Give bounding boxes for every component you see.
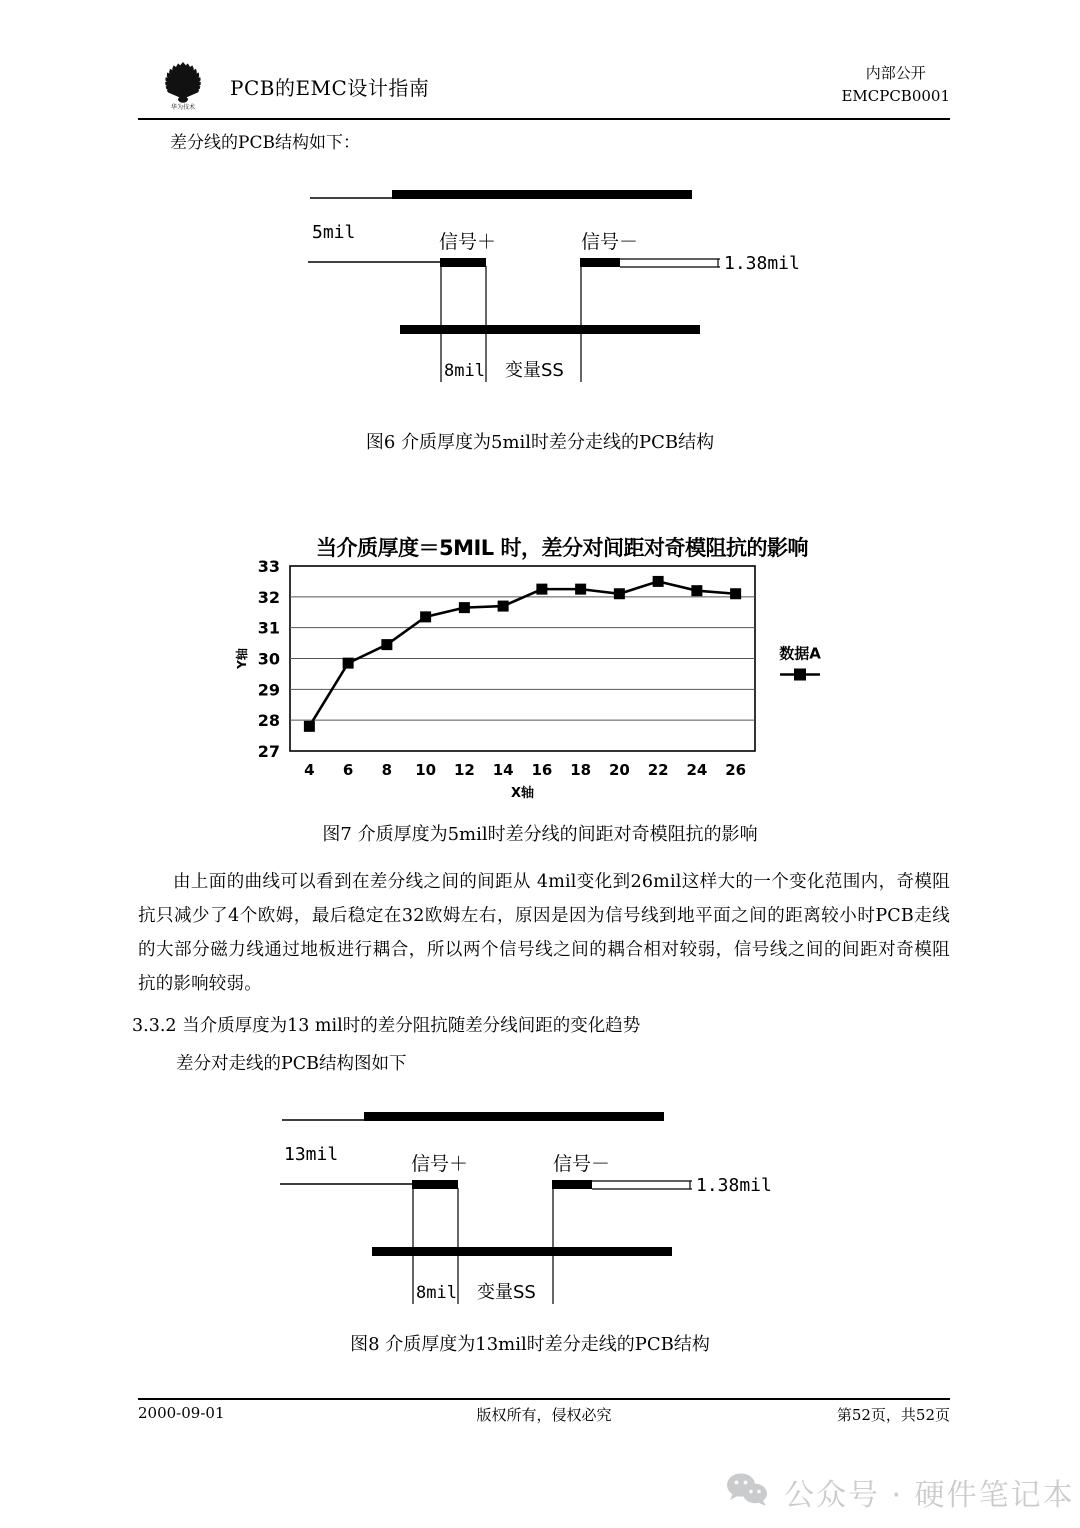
data-point-marker	[691, 585, 702, 596]
intro-text: 差分线的PCB结构如下：	[170, 133, 360, 153]
y-axis-tick: 29	[257, 680, 280, 700]
trace-width-label-2: 8mil	[416, 1283, 457, 1303]
legend-label: 数据A	[779, 644, 821, 663]
pcb-structure-diagram-13mil	[272, 1092, 792, 1312]
y-axis-tick: 33	[257, 558, 280, 576]
footer-pagination: 第52页，共52页	[836, 1406, 950, 1424]
x-axis-tick: 16	[531, 761, 553, 779]
data-point-marker	[730, 588, 741, 599]
data-point-marker	[536, 584, 547, 595]
spacing-variable-label-1: 变量SS	[505, 360, 564, 381]
body-paragraph: 由上面的曲线可以看到在差分线之间的间距从 4mil变化到26mil这样大的一个变化范围内，奇模阻抗只减少了4个欧姆，最后稳定在32欧姆左右，原因是因为信号线到地平面之间的距离较小时PCB走线的大部分磁力线通过地板进行耦合，所以两个信号线之间的耦合相对较弱，信号线之间的间距对奇模阻抗的影响较弱。	[138, 872, 950, 995]
data-point-marker	[420, 611, 431, 622]
x-axis-tick: 22	[647, 761, 669, 779]
y-axis-tick: 32	[257, 587, 280, 607]
chart-title: 当介质厚度＝5MIL 时，差分对间距对奇模阻抗的影响	[315, 536, 808, 560]
data-point-marker	[343, 658, 354, 669]
page-footer	[138, 1404, 950, 1430]
x-axis-tick: 26	[725, 761, 747, 779]
x-axis-label: X轴	[510, 786, 535, 801]
trace-thickness-label-1: 1.38mil	[724, 253, 800, 274]
pcb-structure-diagram-5mil	[300, 170, 820, 390]
y-axis-tick: 30	[257, 649, 280, 669]
signal-minus-label-2: 信号－	[553, 1153, 611, 1175]
data-point-marker	[381, 639, 392, 650]
signal-plus-label-2: 信号＋	[411, 1153, 469, 1175]
watermark-text: 公众号 · 硬件笔记本	[784, 1478, 1075, 1513]
x-axis-tick: 10	[415, 761, 437, 779]
huawei-fan-logo-icon	[152, 54, 214, 112]
trace-thickness-label-2: 1.38mil	[696, 1175, 772, 1196]
section-subtitle: 差分对走线的PCB结构图如下	[176, 1054, 407, 1074]
legend-marker	[794, 669, 806, 681]
svg-text:华为技术: 华为技术	[170, 104, 196, 111]
x-axis-tick: 8	[381, 761, 393, 779]
spacing-variable-label-2: 变量SS	[477, 1282, 536, 1303]
section-heading-3-3-2: 3.3.2 当介质厚度为13 mil时的差分阻抗随差分线间距的变化趋势	[132, 1016, 641, 1036]
data-point-marker	[614, 588, 625, 599]
x-axis-tick: 14	[492, 761, 514, 779]
header-meta	[841, 62, 950, 107]
y-axis-tick: 28	[257, 711, 280, 731]
data-point-marker	[304, 721, 315, 732]
x-axis-tick: 18	[570, 761, 592, 779]
dielectric-thickness-label-1: 5mil	[312, 222, 356, 243]
figure-7-caption: 图7 介质厚度为5mil时差分线的间距对奇模阻抗的影响	[322, 824, 758, 845]
data-point-marker	[459, 602, 470, 613]
x-axis-tick: 6	[342, 761, 354, 779]
dielectric-thickness-label-2: 13mil	[284, 1144, 339, 1165]
footer-date: 2000-09-01	[138, 1404, 225, 1422]
data-point-marker	[498, 601, 509, 612]
data-point-marker	[653, 576, 664, 587]
chart-plot	[232, 558, 852, 818]
footer-divider	[138, 1398, 950, 1400]
x-axis-tick: 24	[686, 761, 708, 779]
document-title: PCB的EMC设计指南	[230, 76, 430, 100]
wechat-watermark	[726, 1470, 1075, 1514]
x-axis-tick: 12	[453, 761, 475, 779]
figure-6-caption: 图6 介质厚度为5mil时差分走线的PCB结构	[365, 432, 715, 453]
x-axis-tick: 4	[304, 761, 315, 779]
wechat-icon	[726, 1472, 770, 1512]
x-axis-tick: 20	[608, 761, 630, 779]
y-axis-tick: 27	[257, 742, 280, 761]
data-point-marker	[575, 584, 586, 595]
document-id: EMCPCB0001	[841, 86, 950, 105]
signal-minus-label-1: 信号－	[581, 231, 639, 253]
trace-width-label-1: 8mil	[444, 361, 485, 381]
figure-8-caption: 图8 介质厚度为13mil时差分走线的PCB结构	[350, 1334, 710, 1355]
classification-label: 内部公开	[865, 64, 926, 82]
y-axis-tick: 31	[257, 618, 280, 638]
header-divider	[138, 118, 950, 120]
footer-copyright: 版权所有，侵权必究	[476, 1406, 612, 1424]
page-header	[138, 50, 950, 116]
y-axis-label: Y轴	[235, 648, 249, 669]
signal-plus-label-1: 信号＋	[439, 231, 497, 253]
figure-7-chart	[232, 528, 852, 818]
